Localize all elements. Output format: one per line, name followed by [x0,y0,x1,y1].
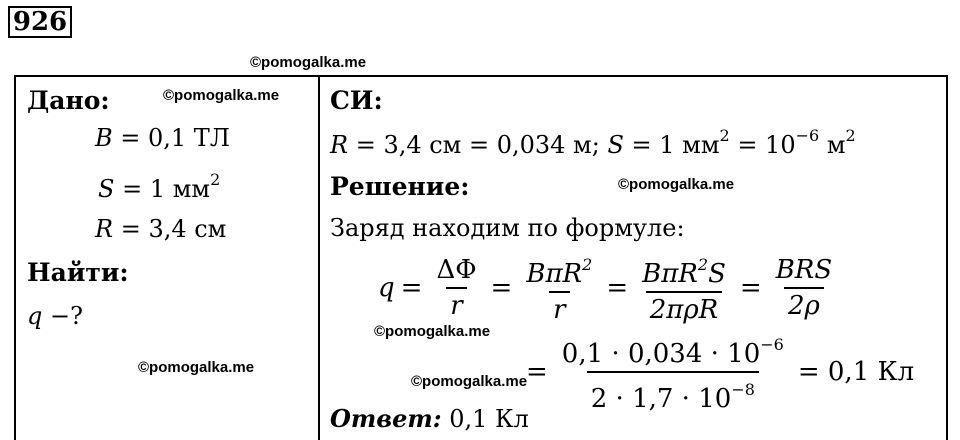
given-line-b [95,124,230,152]
solution-heading: Решение: [330,172,470,201]
equals-sign: = [739,272,762,303]
given-heading: Дано: [27,86,110,115]
fraction-numerator: ΔΦ [436,254,477,285]
fraction-denominator: $2 \cdot 1,7 \cdot 10^{-8}$ [587,371,759,414]
si-heading: СИ: [330,86,383,115]
si-s-exponent: 2 [719,126,730,145]
equals-sign: = [606,272,629,303]
watermark: ©pomogalka.me [250,54,367,71]
fraction-denominator: 2ρ [784,287,824,321]
given-value: = 1 мм [114,175,211,203]
column-divider [318,77,320,440]
fraction-4 [772,255,837,321]
si-unit-exponent: 2 [845,126,856,145]
fraction-numerator: BπR$^2$S [642,255,726,289]
given-value: = 0,1 ТЛ [112,124,230,152]
problem-number: 926 [8,6,72,38]
si-s-equals: = 10 [729,131,796,159]
si-power-exponent: −6 [795,126,820,145]
watermark: ©pomogalka.me [411,373,528,390]
fraction-calc [558,330,788,414]
fraction-3 [638,250,730,325]
answer-value: 0,1 Кл [441,405,529,433]
answer-line [330,404,529,433]
fraction-denominator: r [549,291,569,325]
given-var: B [95,124,113,152]
fraction-numerator: BπR$^2$ [526,255,593,289]
fraction-numerator: $0,1 \cdot 0,034 \cdot 10^{-6}$ [561,335,784,369]
formula-lhs: q [378,272,395,303]
fraction-2 [522,250,596,325]
fraction-denominator: 2πρR [646,291,723,325]
si-r-value: = 3,4 см = 0,034 м; [348,131,608,159]
fraction-flux [432,255,480,321]
solution-intro: Заряд находим по формуле: [330,214,685,242]
given-value: = 3,4 см [113,215,227,243]
given-line-s [98,170,220,203]
si-line [330,126,856,159]
watermark: ©pomogalka.me [618,176,735,193]
find-value: −? [42,302,83,330]
fraction-numerator: BRS [775,254,833,285]
watermark: ©pomogalka.me [163,87,280,104]
si-s-value: = 1 мм [623,131,720,159]
answer-label: Ответ: [330,404,442,433]
formula-line [378,250,840,325]
equals-sign: = [490,272,513,303]
calculation-result: = 0,1 Кл [797,357,915,387]
fraction-denominator: r [446,287,466,321]
calculation-line [520,330,914,414]
find-line [27,302,83,330]
given-exponent: 2 [210,170,221,189]
si-r-var: R [330,131,349,159]
given-var: R [95,215,114,243]
find-heading: Найти: [27,258,129,287]
equals-sign: = [526,357,548,387]
si-s-var: S [607,131,624,159]
si-s-unit: м [819,131,846,159]
find-var: q [27,302,43,330]
watermark: ©pomogalka.me [138,359,255,376]
given-var: S [98,175,115,203]
given-line-r [95,215,226,243]
equals-sign: = [400,272,423,303]
watermark: ©pomogalka.me [374,323,491,340]
